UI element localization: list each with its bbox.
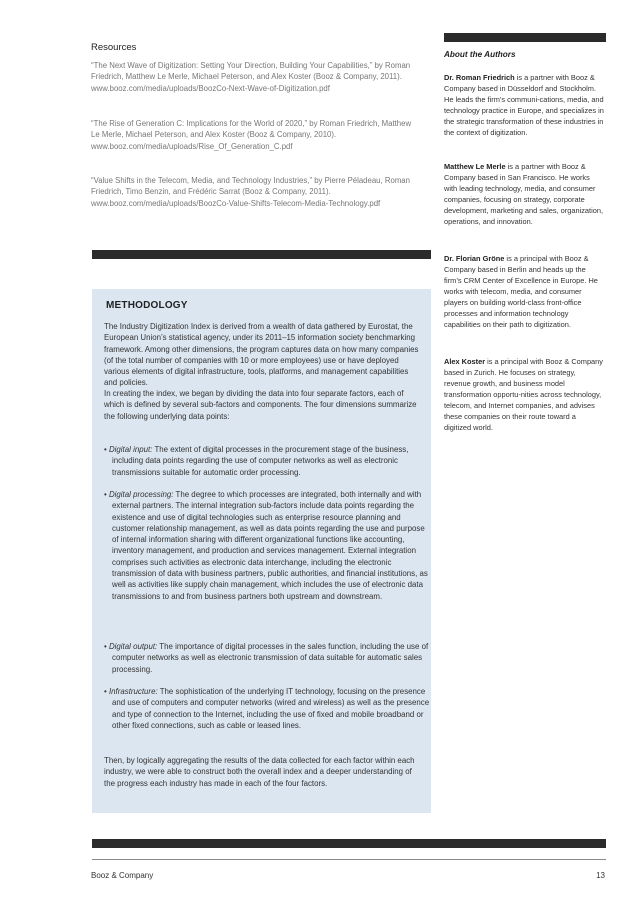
author-name: Dr. Florian Gröne	[444, 254, 505, 263]
about-authors-title: About the Authors	[444, 50, 516, 59]
methodology-title: METHODOLOGY	[106, 300, 188, 311]
footer-rule	[92, 859, 606, 860]
resource-item: “The Rise of Generation C: Implications for the World of 2020,” by Roman Friedrich, Matthew Le Merle, Michael Peterson, and Alex Koster (Booz & Company, 2010). www.booz.com/media/uploads/Rise_Of_Generation_C.pdf	[91, 119, 412, 151]
resources-title: Resources	[91, 42, 137, 53]
methodology-bullet: • Digital processing: The degree to which processes are integrated, both internally and with external partners. The internal integration sub-factors include data points regarding the existence and use of digital technologies such as enterprise resource planning and customer relationship management, as well as data points regarding the use and purpose of internal information sharing with different organizational functions like accounting, inventory management, and production and services management. External integration comprises such activities as electronic data interchange, including the electronic transmission of data with business partners, public authorities, and financial institutions, as well as activities like supply chain management, which includes the use of electronic data transmissions to and from business partners both upstream and downstream.	[104, 490, 428, 601]
author-bio-text: is a principal with Booz & Company based in Berlin and heads up the firm’s CRM Center of Excellence in Europe. He works with telecom, media, and consumer players on building world-class front-office processes and information technology capabilities on their path to digitization.	[444, 254, 598, 329]
author-bio	[444, 72, 604, 138]
author-bio	[444, 356, 604, 433]
author-name: Matthew Le Merle	[444, 162, 506, 171]
bullet-term: Digital output:	[108, 642, 158, 651]
bullet-text: The sophistication of the underlying IT technology, focusing on the presence and use of computers and computer networks (wired and wireless) as well as the presence and type of connection to the Internet, including the use of fixed and mobile broadband or other fixed connections, such as cable or leased lines.	[112, 687, 430, 730]
bullet-text: The extent of digital processes in the procurement stage of the business, including data points regarding the use of computer networks as well as electronic transmissions suitable for automatic order processing.	[112, 445, 409, 477]
bullet-term: Digital input:	[108, 445, 153, 454]
author-bio-text: is a partner with Booz & Company based in Düsseldorf and Stockholm. He leads the firm’s communi-cations, media, and technology practice in Europe, and specializes in the strategic transformation of these industries in the context of digitization.	[444, 73, 604, 137]
author-bio	[444, 253, 604, 330]
methodology-bullet: • Infrastructure: The sophistication of the underlying IT technology, focusing on the presence and use of computers and computer networks (wired and wireless) as well as the presence and type of connection to the Internet, including the use of fixed and mobile broadband or other fixed connections, such as cable or leased lines.	[104, 687, 430, 730]
author-bio-text: is a partner with Booz & Company based in San Francisco. He works with leading technology, media, and consumer companies, focusing on strategy, corporate development, marketing and sales, organization, operations, and innovation.	[444, 162, 603, 226]
author-bio-text: is a principal with Booz & Company based in Zurich. He focuses on strategy, revenue growth, and business model transformation opportu-nities across technology, telecom, and Internet companies, and advises these companies on their route toward a digitized world.	[444, 357, 603, 432]
page-number: 13	[596, 871, 605, 880]
resource-item: “The Next Wave of Digitization: Setting Your Direction, Building Your Capabilities,” by Roman Friedrich, Matthew Le Merle, Michael Peterson, and Alex Koster (Booz & Company, 2011). www.booz.com/media/uploads/BoozCo-Next-Wave-of-Digitization.pdf	[91, 61, 411, 93]
author-name: Alex Koster	[444, 357, 486, 366]
methodology-bullet: • Digital input: The extent of digital processes in the procurement stage of the business, including data points regarding the use of computer networks as well as electronic transmissions suitable for automatic order processing.	[104, 445, 409, 477]
bullet-term: Infrastructure:	[108, 687, 158, 696]
methodology-bullet: • Digital output: The importance of digital processes in the sales function, including the use of computer networks as well as electronic transmission of data suitable for automatic sales processing.	[104, 642, 429, 674]
methodology-paragraph: In creating the index, we began by dividing the data into four separate factors, each of which is defined by several sub-factors and components. The four dimensions summarize the following underlying data points:	[104, 389, 417, 421]
author-name: Dr. Roman Friedrich	[444, 73, 515, 82]
footer-company: Booz & Company	[91, 871, 154, 880]
resource-item: “Value Shifts in the Telecom, Media, and Technology Industries,” by Pierre Péladeau, Roman Friedrich, Timo Benzin, and Frédéric Sarrat (Booz & Company, 2011). www.booz.com/media/uploads/BoozCo-Value-Shifts-Telecom-Media-Technology.pdf	[91, 176, 410, 208]
bottom-rule	[92, 839, 606, 848]
methodology-box	[92, 289, 431, 813]
methodology-paragraph: The Industry Digitization Index is derived from a wealth of data gathered by Eurostat, the European Union’s statistical agency, under its 2011–15 information society benchmarking framework. Among other dimensions, the program captures data on how many companies (of the total number of companies with 10 or more employees) use or have deployed various elements of digital infrastructure, tools, platforms, and management capabilities and policies.	[104, 322, 419, 388]
bullet-term: Digital processing:	[108, 490, 174, 499]
left-section-rule	[92, 250, 431, 259]
bullet-text: The degree to which processes are integrated, both internally and with external partners. The internal integration sub-factors include data points regarding the existence and use of digital technologies such as enterprise resource planning and customer relationship management, as well as data points regarding the use and purpose of internal information sharing with different organizational functions like accounting, inventory management, and production and services management. External integration comprises such activities as electronic data interchange, including the electronic transmission of data with business partners, public authorities, and financial institutions, as well as activities like supply chain management, which includes the use of electronic data transmissions to and from business partners both upstream and downstream.	[112, 490, 428, 601]
top-right-rule	[444, 33, 606, 42]
bullet-text: The importance of digital processes in the sales function, including the use of computer networks as well as electronic transmission of data suitable for automatic sales processing.	[112, 642, 429, 674]
author-bio	[444, 161, 604, 227]
methodology-paragraph: Then, by logically aggregating the results of the data collected for each factor within each industry, we were able to construct both the overall index and a deeper understanding of the progress each industry has made in each of the four factors.	[104, 756, 415, 788]
